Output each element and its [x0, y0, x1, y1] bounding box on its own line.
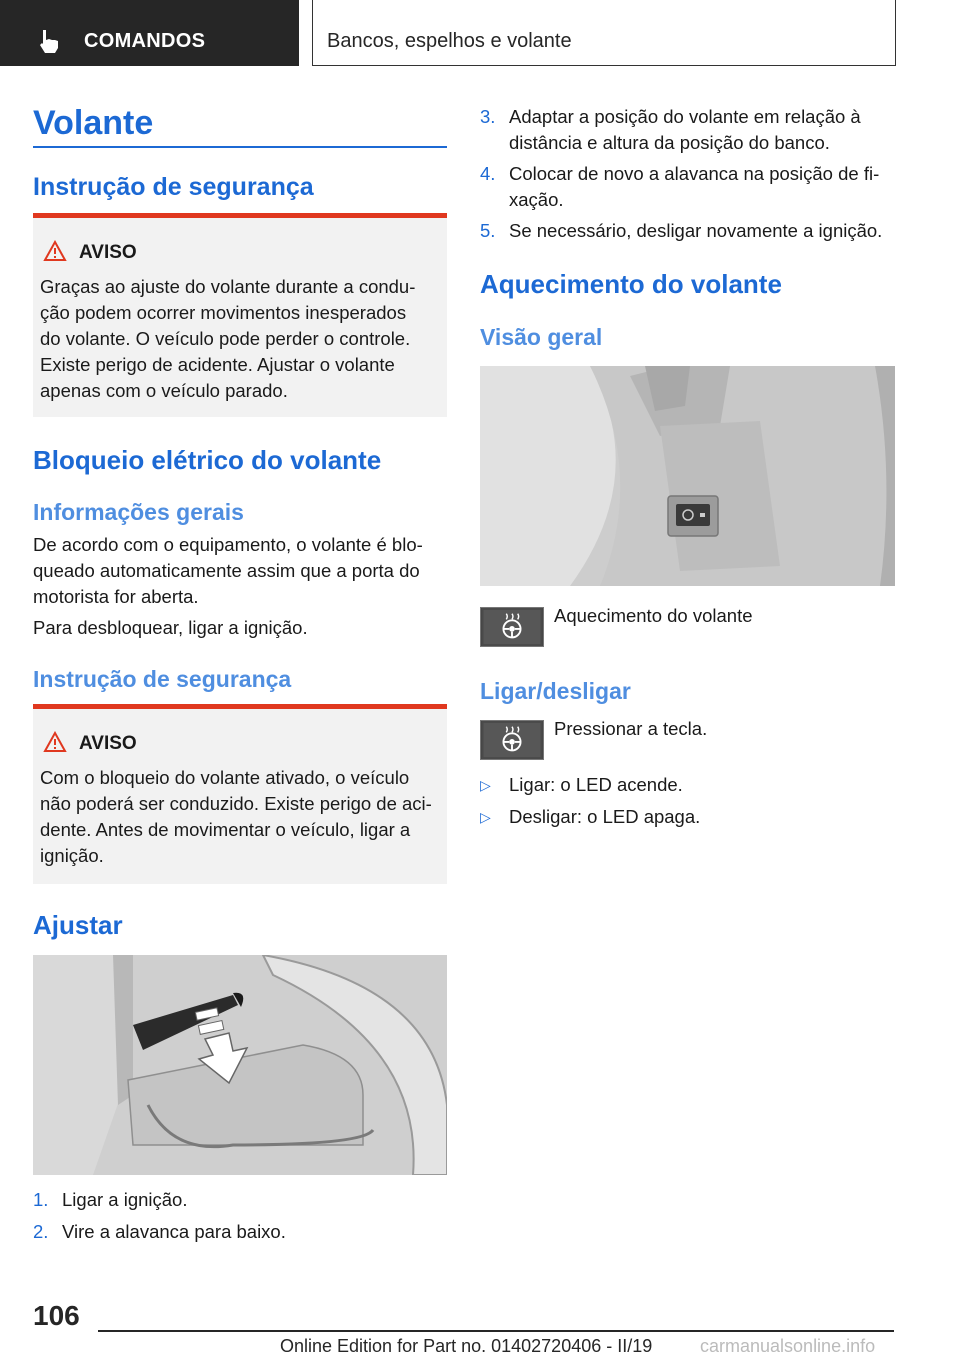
step-text	[509, 104, 861, 156]
warning-line: Com o bloqueio do volante ativado, o veículo	[40, 767, 410, 788]
chapter-title: Bancos, espelhos e volante	[327, 30, 572, 52]
step-text	[509, 218, 882, 244]
text-line: xação.	[509, 189, 564, 210]
section-tab	[0, 0, 299, 66]
warning-title: AVISO	[79, 242, 137, 263]
steering-column-illustration	[480, 366, 895, 586]
warning-line: dente. Antes de movimentar o veículo, ligar a	[40, 819, 411, 840]
hand-pointer-icon	[36, 28, 64, 54]
unlock-text: Para desbloquear, ligar a ignição.	[33, 617, 308, 638]
step-number: 1.	[33, 1189, 49, 1210]
page-title: Volante	[33, 104, 154, 142]
warning-line: Graças ao ajuste do volante durante a condu-	[40, 276, 416, 297]
info-paragraph	[33, 532, 447, 610]
text-line: Se necessário, desligar novamente a ignição.	[509, 220, 883, 241]
text-line: queado automaticamente assim que a porta do	[33, 560, 420, 581]
warning-box-2	[33, 704, 447, 884]
triangle-bullet-icon: ▷	[480, 777, 491, 793]
warning-triangle-icon	[43, 240, 67, 262]
warning-title: AVISO	[79, 733, 137, 754]
press-text: Pressionar a tecla.	[554, 718, 708, 739]
step-text: Ligar a ignição.	[62, 1189, 188, 1210]
bullet-text: Ligar: o LED acende.	[509, 774, 683, 795]
overview-heading: Visão geral	[480, 324, 603, 350]
warning-triangle-icon	[43, 731, 67, 753]
warning-text	[40, 274, 440, 404]
section-label: COMANDOS	[84, 30, 206, 52]
chapter-tab	[312, 0, 896, 66]
adjust-heading: Ajustar	[33, 910, 123, 940]
text-line: distância e altura da posição do banco.	[509, 132, 830, 153]
warning-line: ção podem ocorrer movimentos inesperados	[40, 302, 407, 323]
step-number: 5.	[480, 220, 496, 241]
text-line: motorista for aberta.	[33, 586, 199, 607]
title-rule	[33, 146, 447, 148]
step-text: Vire a alavanca para baixo.	[62, 1221, 286, 1242]
warning-line: apenas com o veículo parado.	[40, 380, 288, 401]
page-header	[0, 0, 960, 66]
steering-wheel-heating-icon	[480, 607, 544, 647]
text-line: Colocar de novo a alavanca na posição de fi-	[509, 163, 880, 184]
image-caption: Aquecimento do volante	[554, 605, 753, 626]
text-line: Adaptar a posição do volante em relação à	[509, 106, 861, 127]
lock-heading: Bloqueio elétrico do volante	[33, 445, 382, 475]
steering-lever-illustration	[33, 955, 447, 1175]
step-number: 2.	[33, 1221, 49, 1242]
edition-text: Online Edition for Part no. 01402720406 - II/19	[280, 1336, 653, 1356]
page-number: 106	[33, 1300, 80, 1331]
warning-line: Existe perigo de acidente. Ajustar o volante	[40, 354, 395, 375]
step-text	[509, 161, 879, 213]
bullet-text: Desligar: o LED apaga.	[509, 806, 701, 827]
step-number: 4.	[480, 163, 496, 184]
steering-wheel-heating-icon	[480, 720, 544, 760]
text-line: De acordo com o equipamento, o volante é blo-	[33, 534, 423, 555]
warning-text	[40, 765, 440, 869]
safety-heading: Instrução de segurança	[33, 173, 314, 201]
triangle-bullet-icon: ▷	[480, 809, 491, 825]
heating-button-image	[480, 366, 895, 586]
warning-line: ignição.	[40, 845, 104, 866]
warning-line: do volante. O veículo pode perder o controle.	[40, 328, 411, 349]
warning-line: não poderá ser conduzido. Existe perigo de aci-	[40, 793, 432, 814]
steering-lever-image	[33, 955, 447, 1175]
info-heading: Informações gerais	[33, 499, 244, 525]
watermark: carmanualsonline.info	[700, 1336, 876, 1356]
heat-heading: Aquecimento do volante	[480, 269, 782, 299]
warning-box-1	[33, 213, 447, 417]
step-number: 3.	[480, 106, 496, 127]
footer-rule	[98, 1330, 894, 1332]
safety-heading-2: Instrução de segurança	[33, 666, 292, 692]
onoff-heading: Ligar/desligar	[480, 678, 631, 704]
